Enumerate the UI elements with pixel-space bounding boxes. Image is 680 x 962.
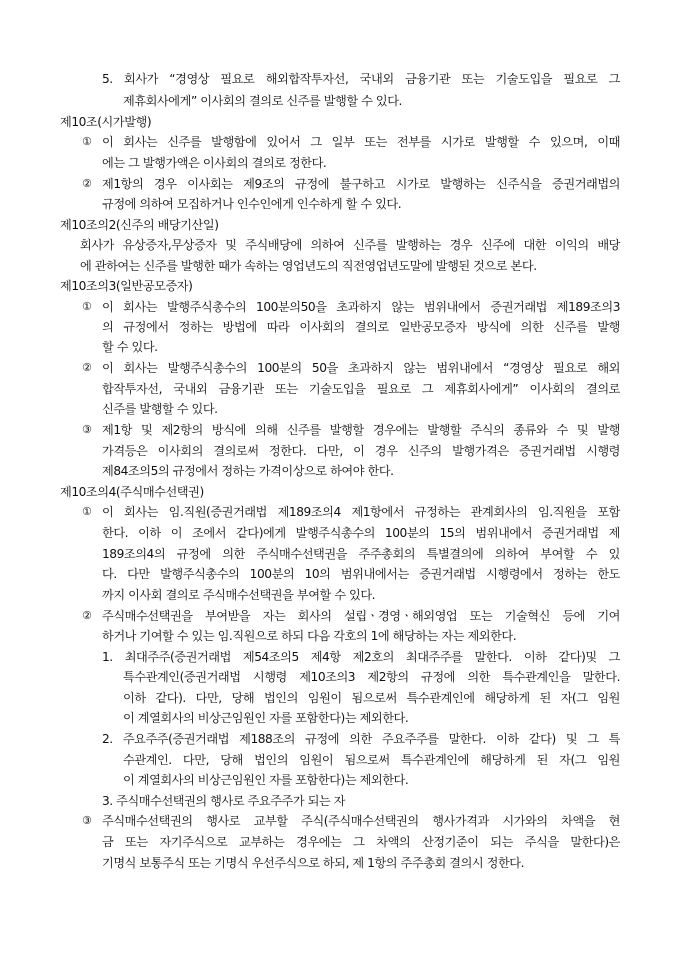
- paragraph-number-marker: ③: [82, 814, 92, 827]
- text-line: 신주를 발행할 수 있다.: [102, 402, 218, 416]
- text-line: 금 또는 자기주식으로 교부하는 경우에는 그 차액의 산정기준이 되는 주식을 말한다)은: [102, 835, 620, 849]
- paragraph-number-marker: ③: [82, 423, 92, 436]
- text-line: 한다. 이하 이 조에서 같다)에게 발행주식총수의 100분의 15의 범위내에서 증권거래법 제: [102, 526, 620, 540]
- text-line: 회사가 유상증자,무상증자 및 주식배당에 의하여 신주를 발행하는 경우 신주에 대한 이익의 배당: [80, 238, 620, 252]
- paragraph-number-marker: ①: [82, 505, 92, 518]
- text-line: 제1항의 경우 이사회는 제9조의 규정에 불구하고 시가로 발행하는 신주식을 증권거래법의: [102, 177, 620, 191]
- text-line: 제10조(시가발행): [60, 115, 152, 129]
- text-line: 5. 회사가 “경영상 필요로 해외합작투자선, 국내외 금융기관 또는 기술도입을 필요로 그: [102, 72, 620, 86]
- text-line: 이 회사는 임.직원(증권거래법 제189조의4 제1항에서 규정하는 관계회사의 임.직원을 포함: [102, 505, 620, 519]
- text-line: 까지 이사회 결의로 주식매수선택권을 부여할 수 있다.: [102, 588, 376, 602]
- text-line: 다. 다만 발행주식총수의 100분의 10의 범위내에서는 증권거래법 시행령에서 정하는 한도: [102, 567, 620, 581]
- text-line: 에는 그 발행가액은 이사회의 결의로 정한다.: [102, 156, 327, 170]
- text-line: 이 회사는 발행주식총수의 100분의50을 초과하지 않는 범위내에서 증권거래법 제189조의3: [102, 300, 620, 314]
- text-line: 2. 주요주주(증권거래법 제188조의 규정에 의한 주요주주를 말한다. 이하 같다) 및 그 특: [102, 732, 620, 746]
- paragraph-number-marker: ②: [82, 177, 92, 190]
- paragraph-number-marker: ②: [82, 609, 92, 622]
- paragraph-number-marker: ①: [82, 135, 92, 148]
- text-line: 이 회사는 신주를 발행함에 있어서 그 일부 또는 전부를 시가로 발행할 수 있으며, 이때: [102, 135, 620, 149]
- text-line: 제1항 및 제2항의 방식에 의해 신주를 발행할 경우에는 발행할 주식의 종류와 수 및 발행: [102, 423, 620, 437]
- text-line: 가격등은 이사회의 결의로써 정한다. 다만, 이 경우 신주의 발행가격은 증권거래법 시행령: [102, 444, 620, 458]
- text-line: 의 규정에서 정하는 방법에 따라 이사회의 결의로 일반공모증자 방식에 의한 신주를 발행: [102, 320, 620, 334]
- text-line: 에 관하여는 신주를 발행한 때가 속하는 영업년도의 직전영업년도말에 발행된 것으로 본다.: [80, 259, 537, 273]
- text-line: 수관계인. 다만, 당해 법인의 임원이 됨으로써 특수관계인에 해당하게 된 자(그 임원: [123, 753, 620, 767]
- text-line: 제10조의3(일반공모증자): [60, 279, 193, 293]
- paragraph-number-marker: ②: [82, 361, 92, 374]
- text-line: 특수관계인(증권거래법 시행령 제10조의3 제2항의 규정에 의한 특수관계인을 말한다.: [123, 670, 620, 684]
- text-line: 주식매수선택권을 부여받을 자는 회사의 설립ㆍ경영ㆍ해외영업 또는 기술혁신 등에 기여: [102, 609, 620, 623]
- text-line: 제휴회사에게” 이사회의 결의로 신주를 발행할 수 있다.: [123, 94, 402, 108]
- text-line: 제10조의2(신주의 배당기산일): [60, 218, 219, 232]
- text-line: 이하 같다). 다만, 당해 법인의 임원이 됨으로써 특수관계인에 해당하게 된 자(그 임원: [123, 691, 620, 705]
- text-line: 합작투자선, 국내외 금융기관 또는 기술도입을 필요로 그 제휴회사에게” 이사회의 결의로: [102, 382, 620, 396]
- text-line: 이 계열회사의 비상근임원인 자를 포함한다)는 제외한다.: [123, 773, 409, 787]
- paragraph-number-marker: ①: [82, 300, 92, 313]
- text-line: 주식매수선택권의 행사로 교부할 주식(주식매수선택권의 행사가격과 시가와의 차액을 현: [102, 814, 620, 828]
- text-line: 제10조의4(주식매수선택권): [60, 485, 204, 499]
- text-line: 하거나 기여할 수 있는 임.직원으로 하되 다음 각호의 1에 해당하는 자는 제외한다.: [102, 629, 517, 643]
- text-line: 189조의4의 규정에 의한 주식매수선택권을 주주총회의 특별결의에 의하여 부여할 수 있: [102, 547, 620, 561]
- text-line: 이 회사는 발행주식총수의 100분의 50을 초과하지 않는 범위내에서 “경영상 필요로 해외: [102, 361, 620, 375]
- text-line: 1. 최대주주(증권거래법 제54조의5 제4항 제2호의 최대주주를 말한다. 이하 같다)및 그: [102, 650, 620, 664]
- text-line: 제84조의5의 규정에서 정하는 가격이상으로 하여야 한다.: [102, 464, 394, 478]
- text-line: 규정에 의하여 모집하거나 인수인에게 인수하게 할 수 있다.: [102, 197, 402, 211]
- text-line: 3. 주식매수선택권의 행사로 주요주주가 되는 자: [102, 794, 345, 808]
- text-line: 기명식 보통주식 또는 기명식 우선주식으로 하되, 제 1항의 주주총회 결의시 정한다.: [102, 856, 525, 870]
- text-line: 할 수 있다.: [102, 340, 158, 354]
- text-line: 이 계열회사의 비상근임원인 자를 포함한다)는 제외한다.: [123, 711, 409, 725]
